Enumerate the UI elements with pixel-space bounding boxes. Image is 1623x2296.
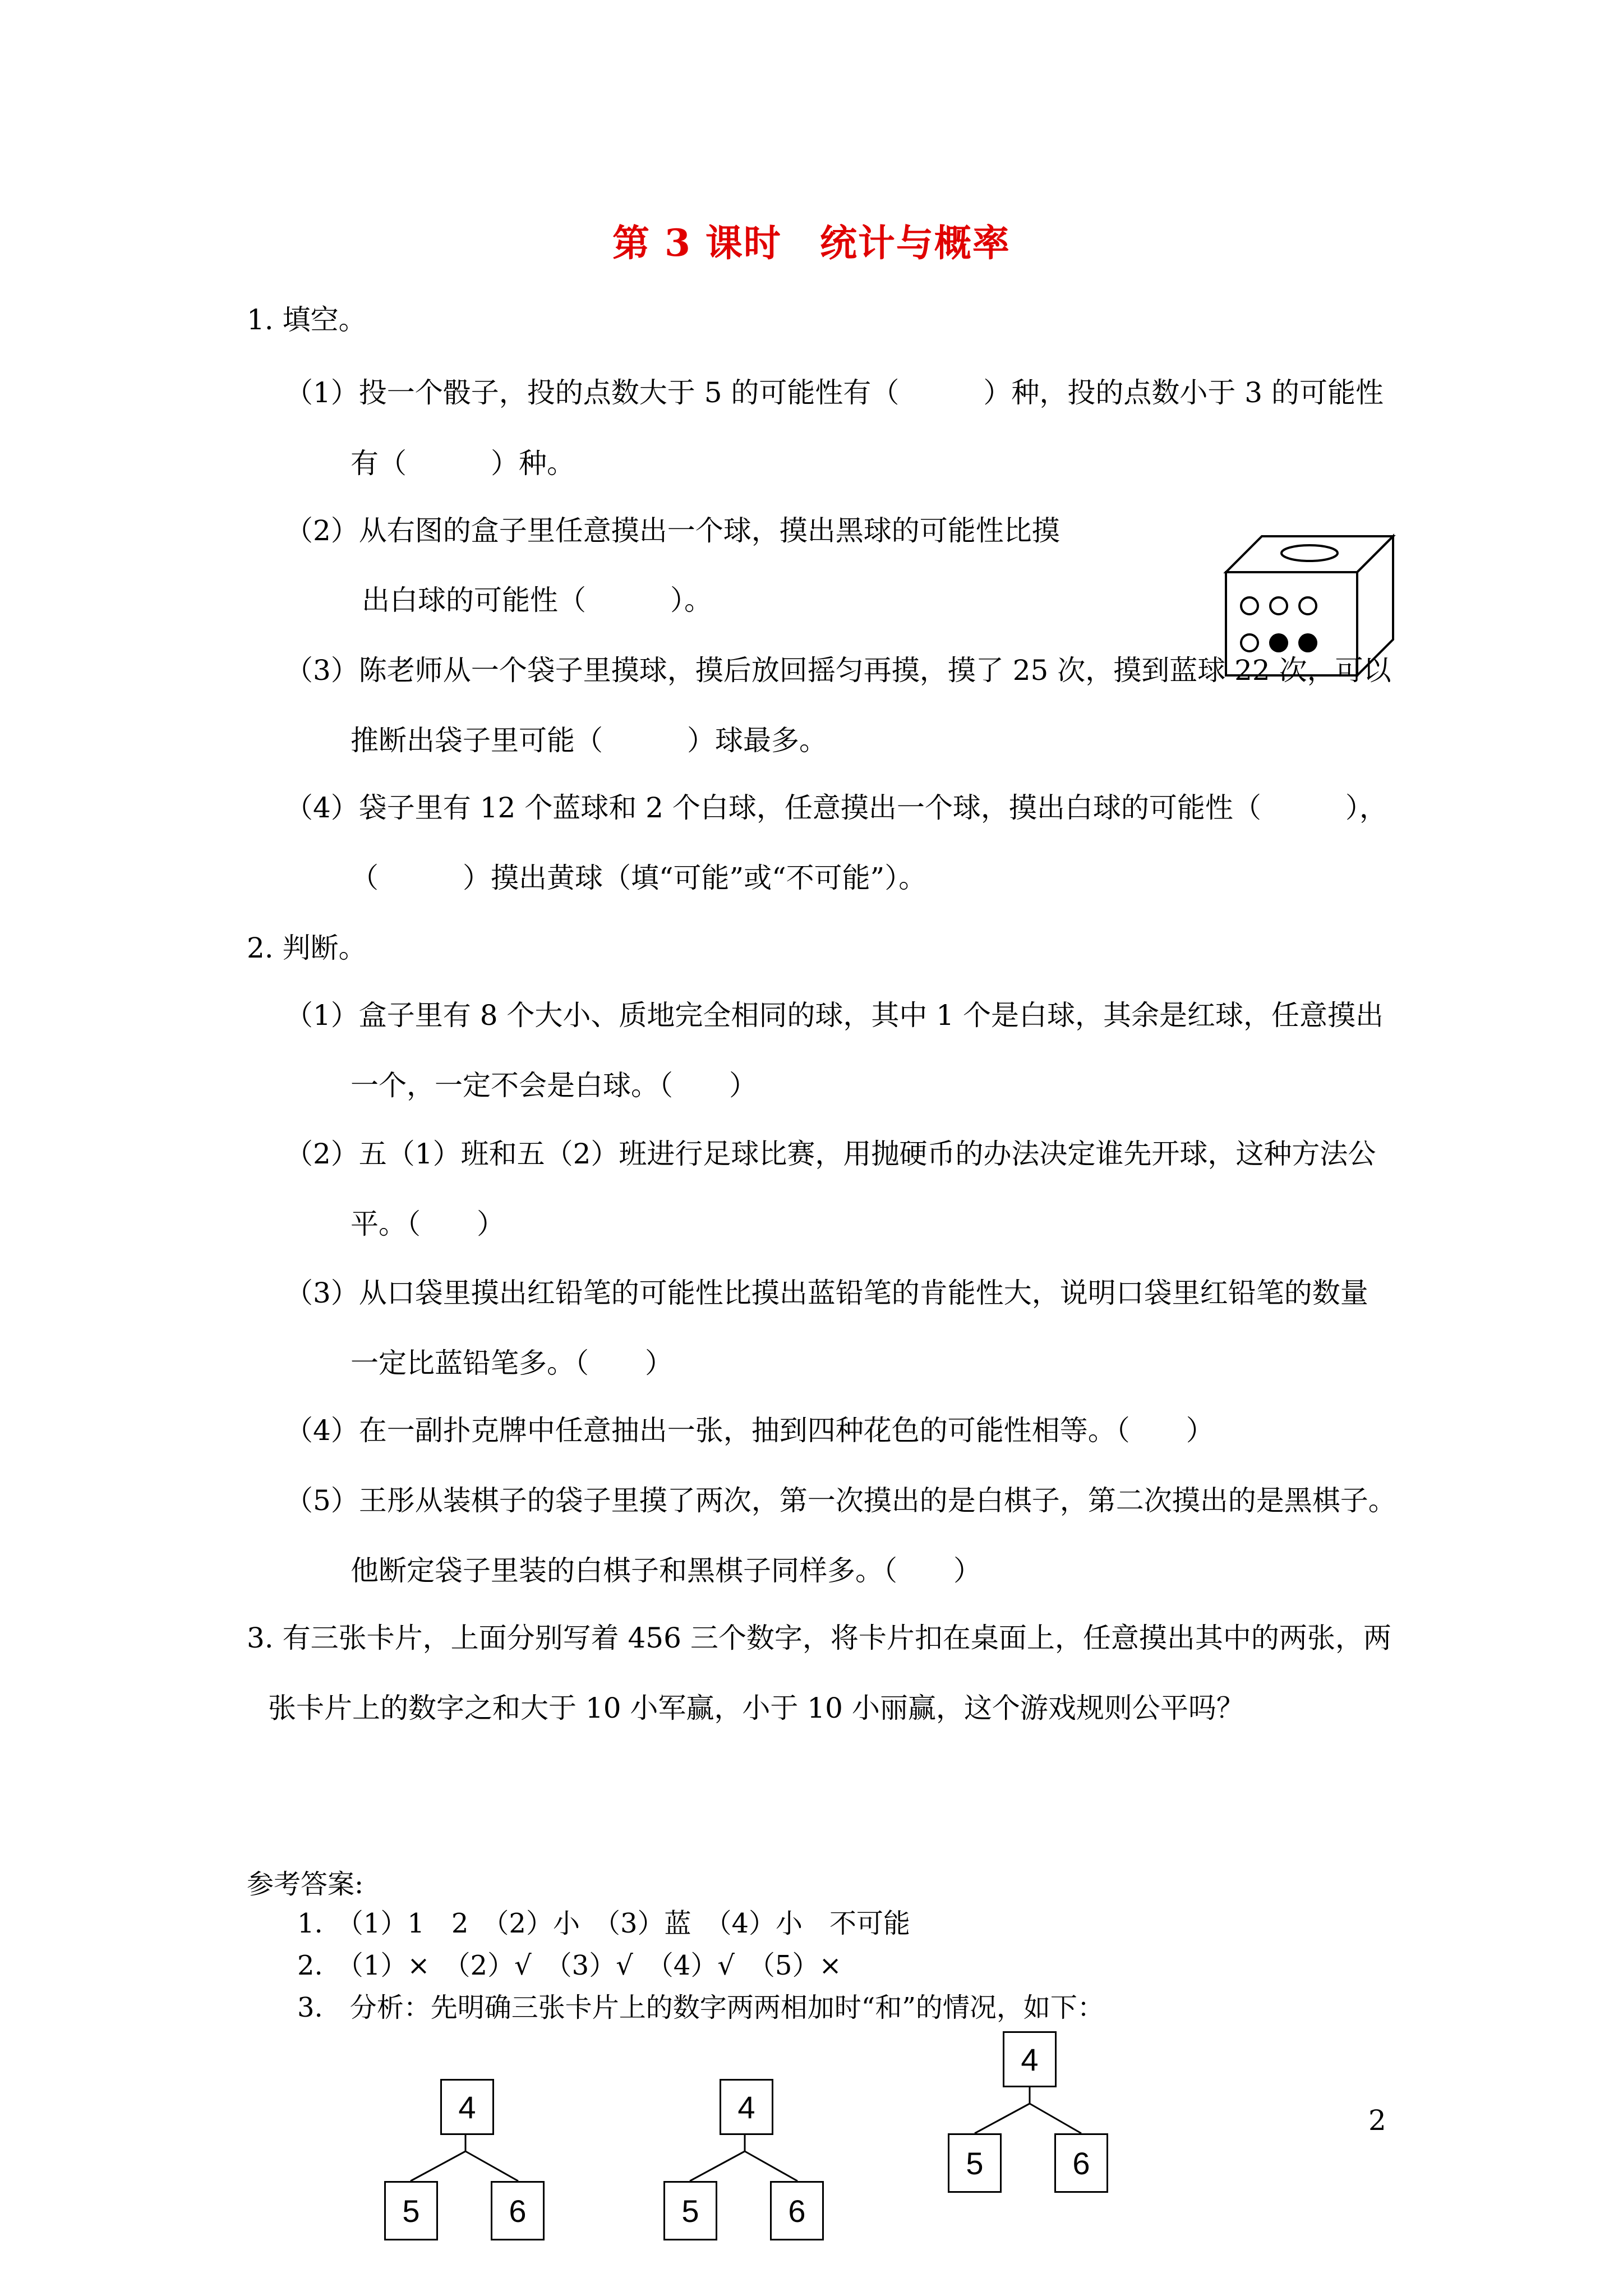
card-right: 6	[770, 2181, 824, 2240]
answer-1: 1. （1）1 2 （2）小 （3）蓝 （4）小 不可能	[297, 1908, 911, 1939]
q1-item-4-line-1: （4）袋子里有 12 个蓝球和 2 个白球，任意摸出一个球，摸出白球的可能性（ ），	[285, 792, 1387, 824]
answer-2: 2. （1）× （2）√ （3）√ （4）√ （5）×	[297, 1950, 842, 1981]
q2-item-4: （4）在一副扑克牌中任意抽出一张，抽到四种花色的可能性相等。（ ）	[285, 1414, 1214, 1447]
q3-line-2: 张卡片上的数字之和大于 10 小军赢，小于 10 小丽赢，这个游戏规则公平吗？	[268, 1692, 1244, 1724]
q2-item-1-line-1: （1）盒子里有 8 个大小、质地完全相同的球，其中 1 个是白球，其余是红球，任意摸出	[285, 999, 1384, 1032]
q2-item-2-line-2: 平。（ ）	[351, 1208, 505, 1240]
sum-tree-1	[381, 2070, 550, 2244]
card-left: 5	[663, 2181, 717, 2240]
q2-item-5-line-2: 他断定袋子里装的白棋子和黑棋子同样多。（ ）	[351, 1554, 981, 1587]
card-top: 4	[720, 2079, 773, 2135]
q2-item-2-line-1: （2）五（1）班和五（2）班进行足球比赛，用抛硬币的办法决定谁先开球，这种方法公	[285, 1138, 1376, 1170]
q2-item-3-line-1: （3）从口袋里摸出红铅笔的可能性比摸出蓝铅笔的肯能性大，说明口袋里红铅笔的数量	[285, 1277, 1368, 1309]
sum-tree-2	[661, 2070, 829, 2244]
card-left: 5	[948, 2133, 1002, 2193]
card-right: 6	[1054, 2133, 1108, 2193]
sum-tree-3	[942, 2022, 1116, 2196]
card-top: 4	[440, 2079, 494, 2135]
card-top: 4	[1003, 2031, 1057, 2087]
q2-heading: 2. 判断。	[247, 932, 367, 964]
page-title: 第 3 课时 统计与概率	[612, 221, 1011, 265]
answers-heading: 参考答案:	[247, 1869, 364, 1900]
q1-item-2-line-2: 出白球的可能性（ ）。	[362, 584, 712, 616]
answer-3: 3. 分析：先明确三张卡片上的数字两两相加时“和”的情况，如下：	[297, 1992, 1104, 2023]
card-right: 6	[491, 2181, 545, 2240]
page-number: 2	[1368, 2104, 1386, 2137]
q1-item-2-line-1: （2）从右图的盒子里任意摸出一个球，摸出黑球的可能性比摸	[285, 514, 1060, 547]
q1-item-4-line-2: （ ）摸出黄球（填“可能”或“不可能”）。	[351, 862, 927, 894]
q3-line-1: 3. 有三张卡片，上面分别写着 456 三个数字，将卡片扣在桌面上，任意摸出其中的两张，两	[247, 1622, 1391, 1654]
q1-item-1-line-2: 有（ ）种。	[351, 447, 575, 480]
q2-item-5-line-1: （5）王彤从装棋子的袋子里摸了两次，第一次摸出的是白棋子，第二次摸出的是黑棋子。	[285, 1484, 1396, 1517]
q1-heading: 1. 填空。	[247, 303, 367, 336]
q1-item-3-line-2: 推断出袋子里可能（ ）球最多。	[351, 724, 827, 757]
q2-item-1-line-2: 一个，一定不会是白球。（ ）	[351, 1069, 757, 1102]
q1-item-3-line-1: （3）陈老师从一个袋子里摸球，摸后放回摇匀再摸，摸了 25 次，摸到蓝球 22 次，可以	[285, 654, 1391, 687]
card-left: 5	[384, 2181, 438, 2240]
q1-item-1-line-1: （1）投一个骰子，投的点数大于 5 的可能性有（ ）种，投的点数小于 3 的可能性	[285, 376, 1384, 409]
q2-item-3-line-2: 一定比蓝铅笔多。（ ）	[351, 1347, 673, 1379]
